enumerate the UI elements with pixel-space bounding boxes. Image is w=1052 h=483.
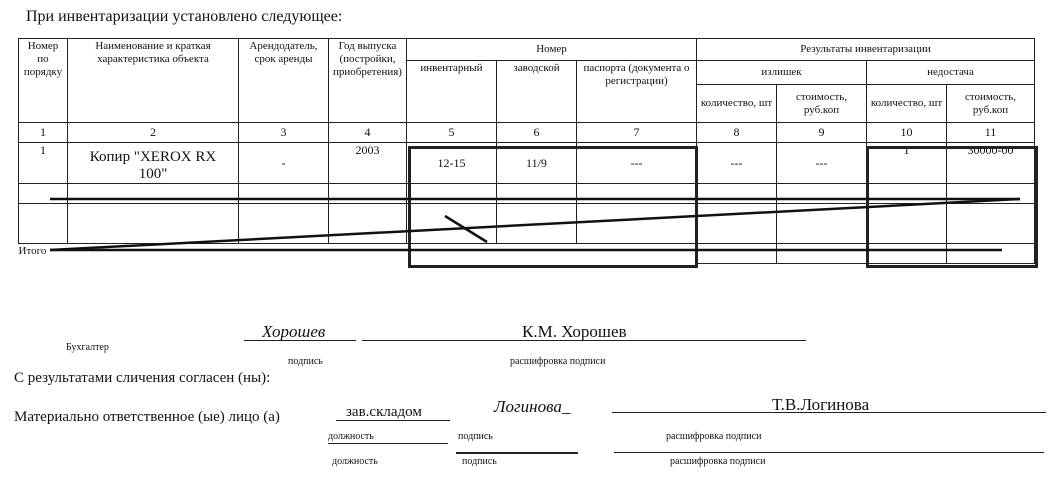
row-inventory-number: 12-15 <box>407 143 497 184</box>
row-surplus-qty: --- <box>697 143 777 184</box>
header-inventory: инвентарный <box>407 61 497 123</box>
empty-cell <box>329 184 407 204</box>
empty-cell <box>19 184 68 204</box>
total-label: Итого <box>18 245 47 257</box>
total-shortage-cost <box>947 244 1035 264</box>
empty-cell <box>407 204 497 244</box>
header-num: Номер по порядку <box>19 39 68 123</box>
header-shortage-cost: стоимость, руб.коп <box>947 85 1035 123</box>
signature-caption: подпись <box>462 456 497 467</box>
empty-cell <box>497 184 577 204</box>
empty-cell <box>577 204 697 244</box>
col-number: 1 <box>19 123 68 143</box>
signature-caption: подпись <box>458 431 493 442</box>
decode-caption: расшифровка подписи <box>666 431 762 442</box>
empty-cell <box>947 204 1035 244</box>
empty-cell <box>577 184 697 204</box>
empty-cell <box>68 184 239 204</box>
empty-cell <box>19 204 68 244</box>
total-shortage-qty <box>867 244 947 264</box>
empty-cell <box>697 204 777 244</box>
header-factory: заводской <box>497 61 577 123</box>
empty-cell <box>777 184 867 204</box>
header-name: Наименование и краткая характеристика объекта <box>68 39 239 123</box>
responsible-signature: Логинова_ <box>494 397 571 416</box>
header-passport: паспорта (документа о регистрации) <box>577 61 697 123</box>
row-passport: --- <box>577 143 697 184</box>
empty-cell <box>329 204 407 244</box>
decode-caption: расшифровка подписи <box>670 456 766 467</box>
total-surplus-cost <box>777 244 867 264</box>
col-number: 6 <box>497 123 577 143</box>
col-number: 2 <box>68 123 239 143</box>
empty-cell <box>407 184 497 204</box>
col-number: 10 <box>867 123 947 143</box>
row-num: 1 <box>19 143 68 184</box>
row-year: 2003 <box>329 143 407 184</box>
header-number-group: Номер <box>407 39 697 61</box>
empty-cell <box>68 204 239 244</box>
header-lessor: Арендодатель, срок аренды <box>239 39 329 123</box>
header-shortage-qty: количество, шт <box>867 85 947 123</box>
responsible-label: Материально ответственное (ые) лицо (а) <box>14 409 280 425</box>
empty-cell <box>947 184 1035 204</box>
header-surplus-qty: количество, шт <box>697 85 777 123</box>
position-caption: должность <box>328 431 374 442</box>
empty-cell <box>239 184 329 204</box>
row-surplus-cost: --- <box>777 143 867 184</box>
header-year: Год выпуска (постройки, приобретения) <box>329 39 407 123</box>
agree-text: С результатами сличения согласен (ны): <box>14 370 271 386</box>
row-object-name: Копир "XEROX RX 100" <box>68 143 239 184</box>
header-results: Результаты инвентаризации <box>697 39 1035 61</box>
signature-caption: подпись <box>288 356 323 367</box>
empty-cell <box>867 204 947 244</box>
responsible-position: зав.складом <box>346 404 422 420</box>
header-surplus-cost: стоимость, руб.коп <box>777 85 867 123</box>
empty-cell <box>777 204 867 244</box>
inventory-table <box>18 38 1035 264</box>
col-number: 3 <box>239 123 329 143</box>
col-number: 4 <box>329 123 407 143</box>
empty-cell <box>697 184 777 204</box>
col-number: 8 <box>697 123 777 143</box>
accountant-role: Бухгалтер <box>66 342 109 353</box>
position-caption: должность <box>332 456 378 467</box>
intro-text: При инвентаризации установлено следующее: <box>26 8 343 25</box>
col-number: 11 <box>947 123 1035 143</box>
empty-cell <box>497 204 577 244</box>
responsible-name: Т.В.Логинова <box>772 395 870 414</box>
row-shortage-cost: 30000-00 <box>947 143 1035 184</box>
row-lessor: - <box>239 143 329 184</box>
col-number: 5 <box>407 123 497 143</box>
empty-cell <box>239 204 329 244</box>
header-surplus: излишек <box>697 61 867 85</box>
col-number: 7 <box>577 123 697 143</box>
decode-caption: расшифровка подписи <box>510 356 606 367</box>
header-shortage: недостача <box>867 61 1035 85</box>
row-shortage-qty: 1 <box>867 143 947 184</box>
accountant-signature: Хорошев <box>262 322 326 341</box>
total-surplus-qty <box>697 244 777 264</box>
empty-cell <box>867 184 947 204</box>
col-number: 9 <box>777 123 867 143</box>
row-factory-number: 11/9 <box>497 143 577 184</box>
accountant-name: К.М. Хорошев <box>522 322 627 341</box>
